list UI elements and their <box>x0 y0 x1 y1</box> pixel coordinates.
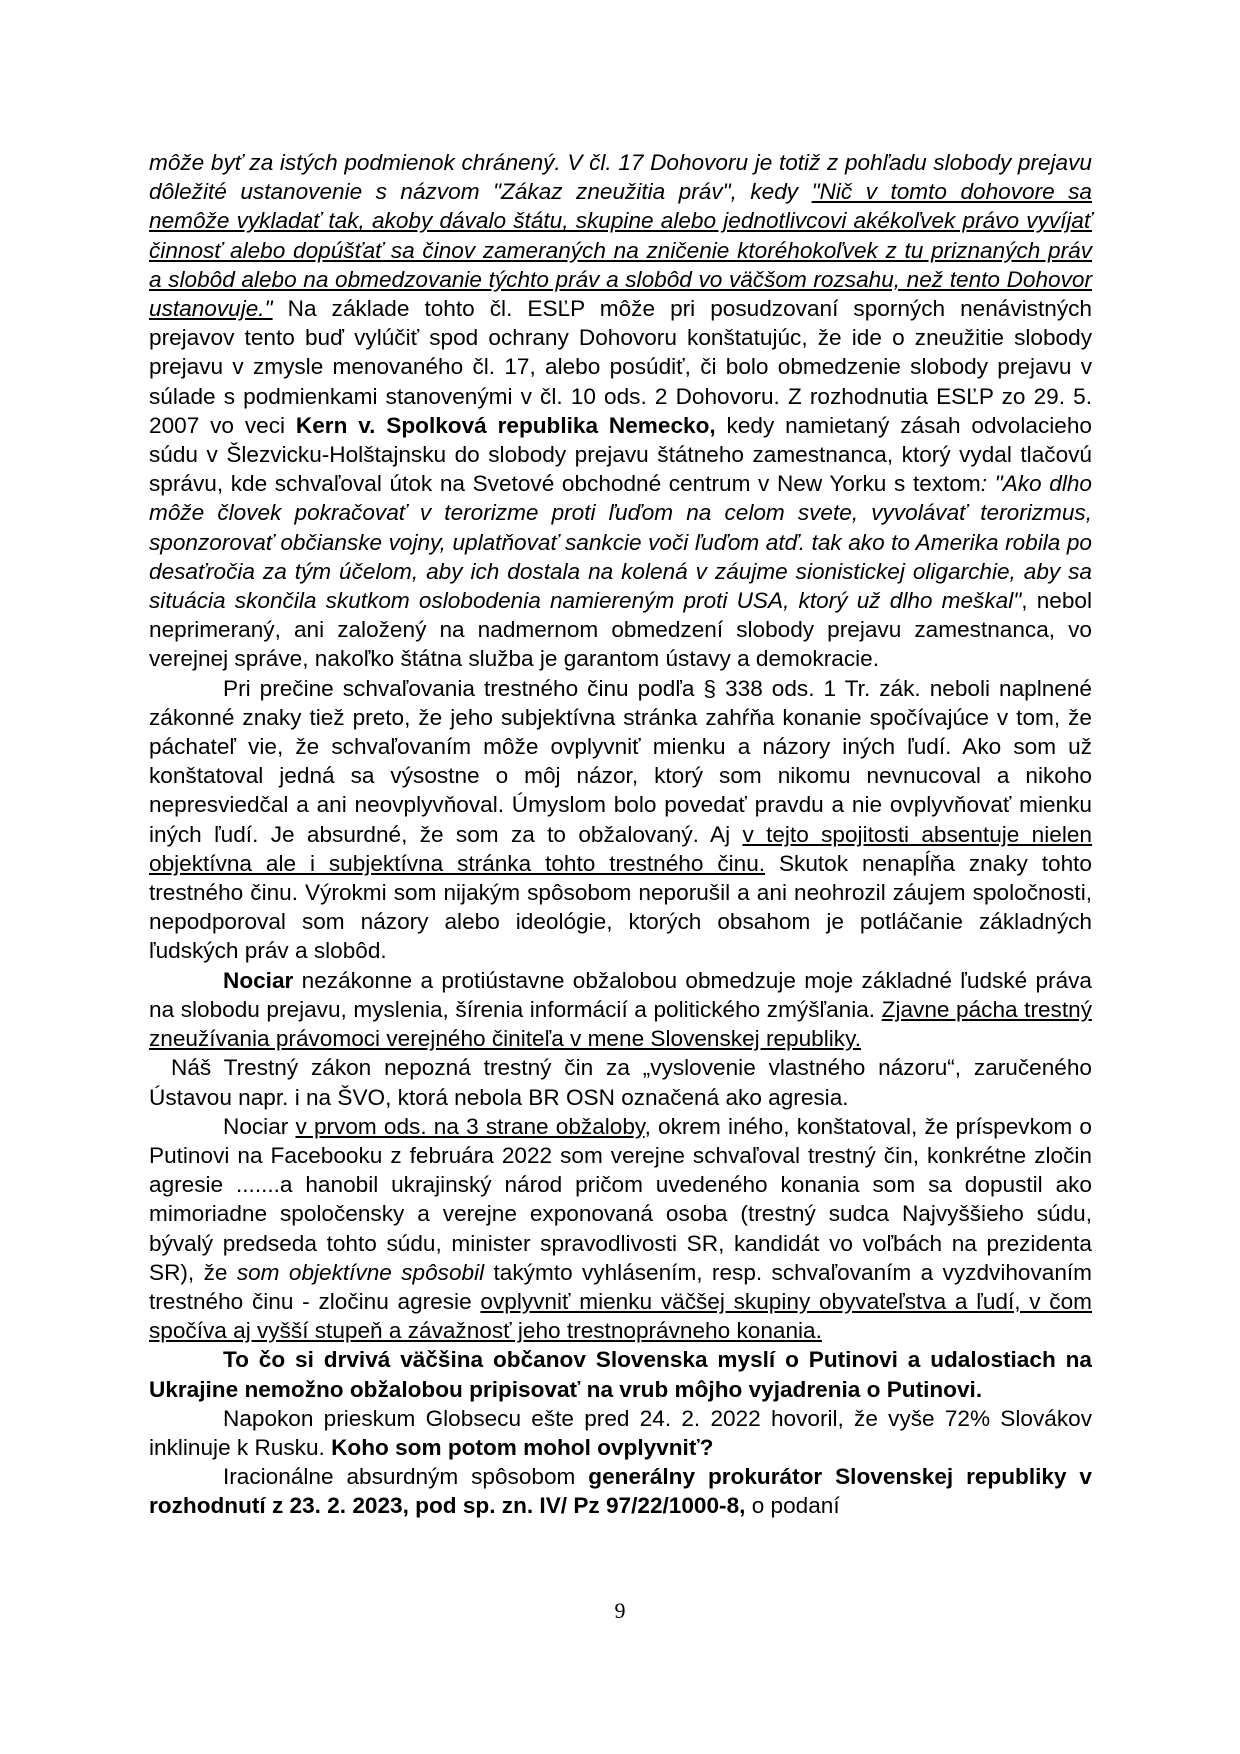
underlined-text: v prvom ods. na 3 strane obžaloby <box>295 1113 645 1139</box>
case-name: Kern v. Spolková republika Nemecko, <box>295 412 716 438</box>
quoted-press-release: : "Ako dlho môže človek pokračovať v terorizme proti ľuďom na celom svete, vyvolávať terorizmus, sponzorovať občianske vojny, uplatňovať sankcie voči ľuďom atď. tak ako to Amerika robila po desaťročia za tým účelom, aby ich dostala na kolená v záujme sionistickej oligarchie, aby sa situácia skončila skutkom oslobodenia namiereným proti USA, ktorý už dlho meškal" <box>149 471 1092 614</box>
text-span: Skutok nenapĺňa znaky tohto trestného činu. Výrokmi som nijakým spôsobom neporušil a ani neohrozil záujem spoločnosti, nepodporoval som názory alebo ideológie, ktorých obsahom je potláčanie základných ľudských práv a slobôd. <box>149 850 1093 964</box>
text-span: , nebol neprimeraný, ani založený na nadmernom obmedzení slobody prejavu zamestnanca, vo verejnej správe, nakoľko štátna služba je garantom ústavy a demokracie. <box>149 588 1092 672</box>
text-span: kedy namietaný zásah odvolacieho súdu v Šlezvicku-Holštajnsku do slobody prejavu štátneho zamestnanca, ktorý vydal tlačovú správu, kde schvaľoval útok na Svetové obchodné centrum v New Yorku s textom <box>149 412 1092 497</box>
paragraph-5 <box>149 1112 1092 1346</box>
paragraph-3 <box>149 966 1092 1054</box>
paragraph-6: To čo si drvivá väčšina občanov Slovenska myslí o Putinovi a udalostiach na Ukrajine nemožno obžalobou pripisovať na vrub môjho vyjadrenia o Putinovi. <box>149 1347 1092 1402</box>
underlined-text: v tejto spojitosti absentuje nielen objektívna ale i subjektívna stránka tohto trestného činu. <box>149 821 1092 876</box>
underlined-text: ovplyvniť mienku väčšej skupiny obyvateľstva a ľudí, v čom spočíva aj vyšší stupeň a závažnosť jeho trestnoprávneho konania. <box>149 1288 1092 1344</box>
text-span: Pri prečine schvaľovania trestného činu podľa § 338 ods. 1 Tr. zák. neboli naplnené zákonné znaky tiež preto, že jeho subjektívna stránka zahŕňa konanie spočívajúce v tom, že páchateľ vie, že schvaľovaním môže ovplyvniť mienku a názory iných ľudí. Ako som už konštatoval jedná sa výsostne o môj názor, ktorý som nikomu nevnucoval a nikoho nepresviedčal a ani neovplyvňoval. Úmyslom bolo povedať pravdu a nie ovplyvňovať mienku iných ľudí. Je absurdné, že som za to obžalovaný. Aj <box>149 675 1092 847</box>
text-span: Na základe tohto čl. ESĽP môže pri posudzovaní sporných nenávistných prejavov tento buď vylúčiť spod ochrany Dohovoru konštatujúc, že ide o zneužitie slobody prejavu v zmysle menovaného čl. 17, alebo posúdiť, či bolo obmedzenie slobody prejavu v súlade s podmienkami stanovenými v čl. 10 ods. 2 Dohovoru. Z rozhodnutia ESĽP zo 29. 5. 2007 vo veci <box>149 296 1092 438</box>
paragraph-8 <box>149 1462 1092 1520</box>
bold-question: Koho som potom mohol ovplyvniť? <box>331 1434 714 1460</box>
text-span: o podaní <box>745 1493 840 1519</box>
text-span: môže byť za istých podmienok chránený. V čl. 17 Dohovoru je totiž z pohľadu slobody prejavu dôležité ustanovenie s názvom "Zákaz zneužitia práv", kedy <box>149 150 1092 205</box>
name-nociar: Nociar <box>223 967 294 993</box>
italic-text: som objektívne spôsobil <box>236 1259 485 1285</box>
text-span: Iracionálne absurdným spôsobom <box>223 1464 589 1490</box>
paragraph-1 <box>149 148 1092 674</box>
text-span: nezákonne a protiústavne obžalobou obmedzuje moje základné ľudské práva na slobodu prejavu, myslenia, šírenia informácií a politického zmýšľania. <box>149 967 1092 1022</box>
paragraph-7 <box>149 1404 1092 1462</box>
document-body <box>149 148 1092 1521</box>
page-number: 9 <box>614 1598 626 1623</box>
quoted-article-17: "Nič v tomto dohovore sa nemôže vykladať tak, akoby dávalo štátu, skupine alebo jednotlivcovi akékoľvek právo vyvíjať činnosť alebo dopúšťať sa činov zameraných na zničenie ktoréhokoľvek z tu priznaných práv a slobôd alebo na obmedzovanie týchto práv a slobôd vo väčšom rozsahu, než tento Dohovor ustanovuje." <box>149 179 1092 322</box>
text-span: Nociar <box>223 1113 296 1139</box>
paragraph-2 <box>149 674 1092 966</box>
text-span: Napokon prieskum Globsecu ešte pred 24. 2. 2022 hovoril, že vyše 72% Slovákov inklinuje k Rusku. <box>149 1405 1092 1460</box>
underlined-text: Zjavne pácha trestný zneužívania právomoci verejného činiteľa v mene Slovenskej republiky. <box>149 996 1092 1052</box>
text-span: , okrem iného, konštatoval, že príspevkom o Putinovi na Facebooku z februára 2022 som verejne schvaľoval trestný čin, konkrétne zločin agresie .......a hanobil ukrajinský národ pričom uvedeného konania som sa dopustil ako mimoriadne spoločensky a verejne exponovaná osoba (trestný sudca Najvyššieho súdu, bývalý predseda tohto súdu, minister spravodlivosti SR, kandidát vo voľbách na prezidenta SR), že <box>149 1113 1092 1285</box>
text-span: takýmto vyhlásením, resp. schvaľovaním a vyzdvihovaním trestného činu - zločinu agresie <box>149 1259 1092 1314</box>
paragraph-4: Náš Trestný zákon nepozná trestný čin za „vyslovenie vlastného názoru“, zaručeného Ústavou napr. i na ŠVO, ktorá nebola BR OSN označená ako agresia. <box>149 1055 1092 1110</box>
bold-text: generálny prokurátor Slovenskej republiky v rozhodnutí z 23. 2. 2023, pod sp. zn. IV/ Pz 97/22/1000-8, <box>149 1464 1093 1519</box>
